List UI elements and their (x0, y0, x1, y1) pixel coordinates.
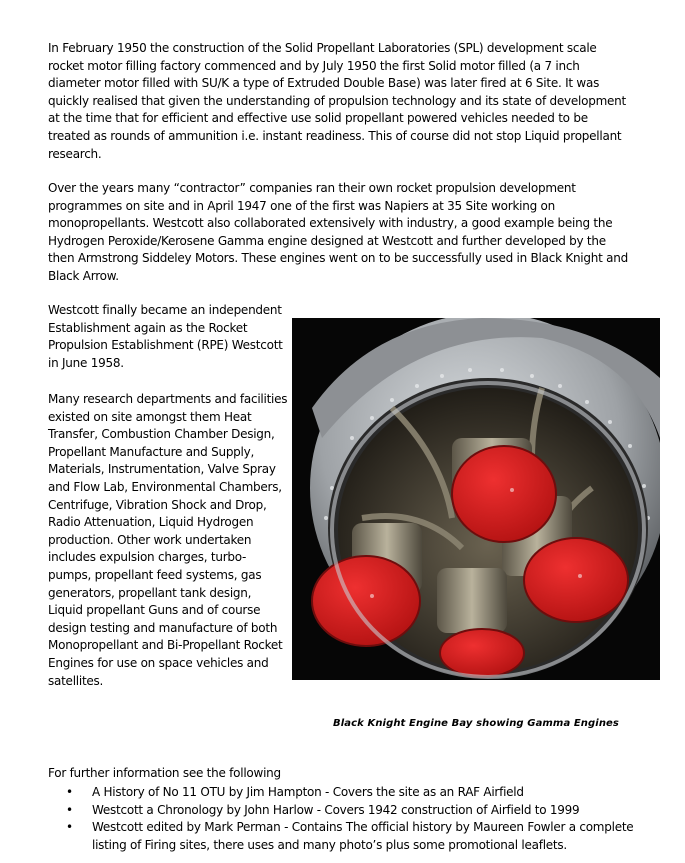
bullet-icon: • (66, 820, 73, 835)
reference-item (48, 784, 648, 802)
contractors-paragraph: Over the years many “contractor” companies ran their own rocket propulsion development programmes on site and in April 1947 one of the first was Napiers at 35 Site working on monopropellants. Westcott also collaborated extensively with industry, a good example being the Hydrogen Peroxide/Kerosene Gamma engine designed at Westcott and further developed by the then Armstrong Siddeley Motors. These engines went on to be successfully used in Black Knight and Black Arrow. (48, 181, 628, 283)
bullet-icon: • (66, 802, 73, 817)
establishment-paragraph: Westcott finally became an independent Establishment again as the Rocket Propulsion Establishment (RPE) Westcott in June 1958. (48, 303, 283, 370)
reference-text: Westcott a Chronology by John Harlow - Covers 1942 construction of Airfield to 1999 (92, 802, 580, 817)
bullet-icon: • (66, 785, 73, 799)
engine-bay-illustration (292, 318, 660, 680)
intro-paragraph: In February 1950 the construction of the Solid Propellant Laboratories (SPL) development scale rocket motor filling factory commenced and by July 1950 the first Solid motor filled (a 7 inch diameter motor filled with SU/K a type of Extruded Double Base) was later fired at 6 Site. It was quickly realised that given the understanding of propulsion technology and its state of development at the time that for efficient and effective use solid propellant powered vehicles needed to be treated as rounds of ammunition i.e. instant readiness. This of course did not stop Liquid propellant research. (48, 41, 626, 161)
research-departments-paragraph: Many research departments and facilities existed on site amongst them Heat Transfer, Combustion Chamber Design, Propellant Manufacture and Supply, Materials, Instrumentation, Valve Spray and Flow Lab, Environmental Chambers, Centrifuge, Vibration Shock and Drop, Radio Attenuation, Liquid Hydrogen production. Other work undertaken includes expulsion charges, turbo-pumps, propellant feed systems, gas generators, propellant tank design, Liquid propellant Guns and of course design testing and manufacture of both Monopropellant and Bi-Propellant Rocket Engines for use on space vehicles and satellites. (48, 392, 288, 688)
reference-text: Westcott edited by Mark Perman - Contains The official history by Maureen Fowler a complete listing of Firing sites, there uses and many photo’s plus some promotional leaflets. (92, 820, 634, 852)
reference-item (48, 819, 648, 854)
reference-item (48, 802, 648, 820)
references-list (48, 784, 648, 854)
reference-text: A History of No 11 OTU by Jim Hampton - Covers the site as an RAF Airfield (92, 785, 524, 799)
engine-bay-photo (292, 318, 660, 680)
references-intro: For further information see the following (48, 766, 281, 780)
photo-caption: Black Knight Engine Bay showing Gamma Engines (333, 718, 619, 729)
